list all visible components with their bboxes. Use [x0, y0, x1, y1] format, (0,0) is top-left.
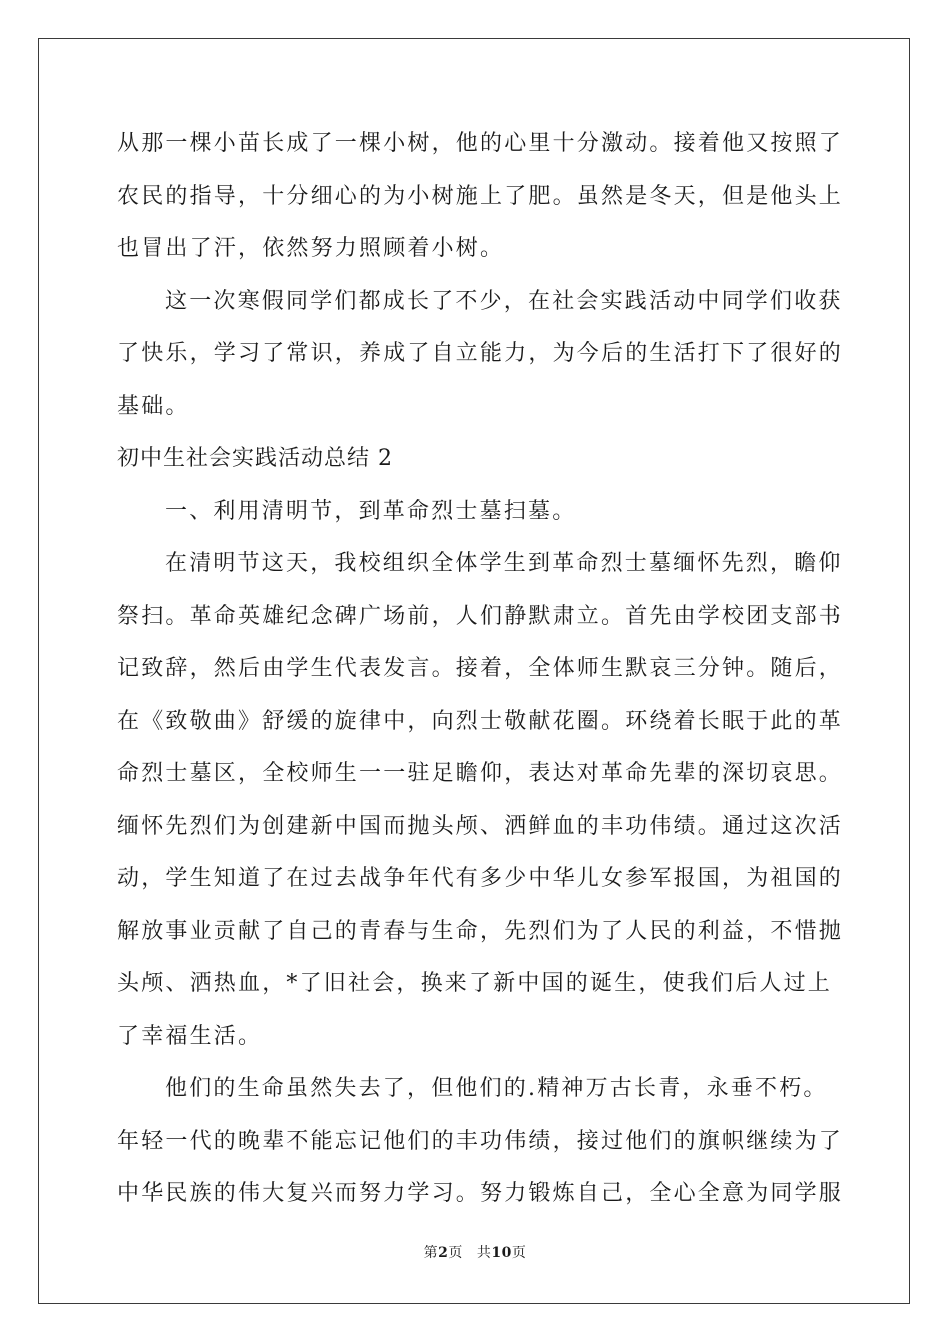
text-line: 这一次寒假同学们都成长了不少，在社会实践活动中同学们收获: [165, 288, 843, 314]
text-line: 记致辞，然后由学生代表发言。接着，全体师生默哀三分钟。随后，: [117, 656, 844, 681]
text-line: 年轻一代的晚辈不能忘记他们的丰功伟绩，接过他们的旗帜继续为了: [117, 1128, 844, 1154]
text-line: 中华民族的伟大复兴而努力学习。努力锻炼自己，全心全意为同学服: [117, 1181, 844, 1206]
section-heading: 一、利用清明节，到革命烈士墓扫墓。: [165, 498, 577, 524]
text-line: 农民的指导，十分细心的为小树施上了肥。虽然是冬天，但是他头上: [117, 183, 844, 209]
text-line: 在《致敬曲》舒缓的旋律中，向烈士敬献花圈。环绕着长眠于此的革: [117, 708, 844, 734]
text-line: 他们的生命虽然失去了，但他们的.精神万古长青，永垂不朽。: [165, 1076, 828, 1101]
text-line: 头颅、洒热血，*了旧社会，换来了新中国的诞生，使我们后人过上: [117, 971, 833, 996]
page-footer: [0, 1244, 950, 1262]
text-line: 祭扫。革命英雄纪念碑广场前，人们静默肃立。首先由学校团支部书: [117, 603, 844, 629]
total-suffix: 页: [511, 1245, 527, 1261]
document-body: [117, 118, 844, 1221]
text-line: 从那一棵小苗长成了一棵小树，他的心里十分激动。接着他又按照了: [117, 131, 844, 156]
total-page-count: 10: [491, 1245, 512, 1261]
page-prefix: 第: [423, 1245, 439, 1261]
section-title: 初中生社会实践活动总结 2: [117, 446, 393, 471]
text-line: 解放事业贡献了自己的青春与生命，先烈们为了人民的利益，不惜抛: [117, 918, 844, 944]
text-line: 也冒出了汗，依然努力照顾着小树。: [117, 236, 505, 261]
text-line: 在清明节这天，我校组织全体学生到革命烈士墓缅怀先烈，瞻仰: [165, 551, 843, 576]
text-line: 了幸福生活。: [117, 1023, 263, 1049]
page-suffix: 页: [448, 1245, 463, 1261]
text-line: 缅怀先烈们为创建新中国而抛头颅、洒鲜血的丰功伟绩。通过这次活: [117, 813, 844, 839]
text-line: 基础。: [117, 393, 190, 419]
text-line: 命烈士墓区，全校师生一一驻足瞻仰，表达对革命先辈的深切哀思。: [117, 761, 844, 786]
current-page-number: 2: [438, 1245, 449, 1261]
text-line: 动，学生知道了在过去战争年代有多少中华儿女参军报国，为祖国的: [117, 866, 844, 891]
text-line: 了快乐，学习了常识，养成了自立能力，为今后的生活打下了很好的: [117, 341, 844, 366]
total-prefix: 共: [476, 1245, 492, 1261]
